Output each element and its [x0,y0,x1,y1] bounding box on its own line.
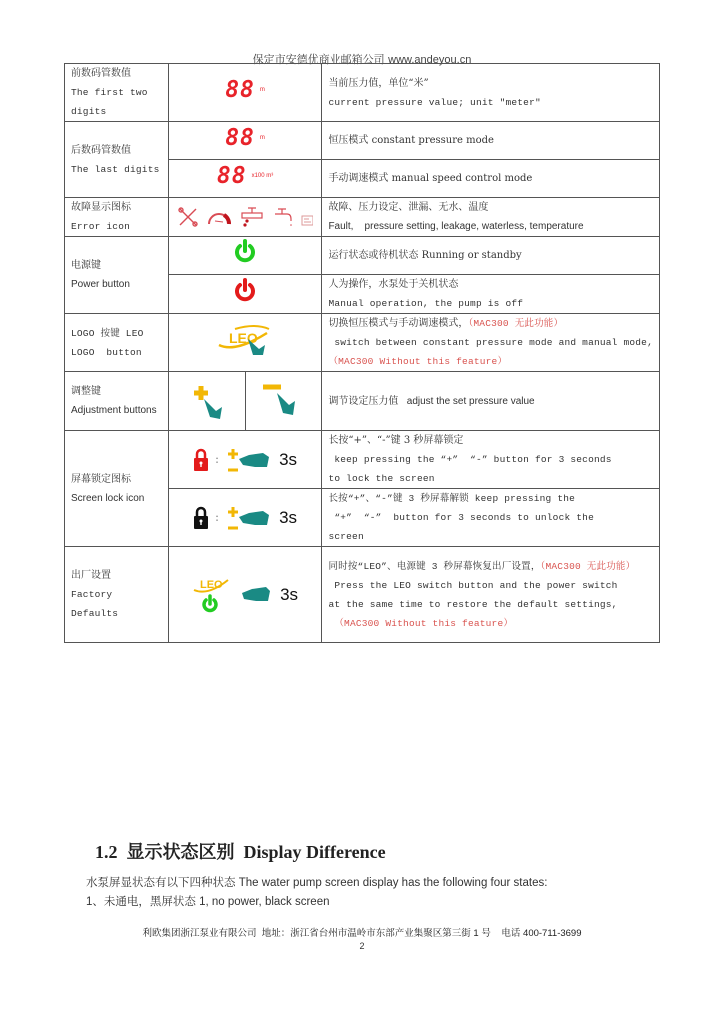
table-row [65,122,660,160]
section-intro: 水泵屏显状态有以下四种状态 The water pump screen display has the following four states: [86,877,548,889]
label-cn: 调整键 [71,386,101,397]
label-cn: LOGO 按键 LEO [71,327,144,339]
seven-segment-display: 88 [216,163,247,189]
header-company: 保定市安德优商业邮箱公司 [252,53,385,66]
colon-separator: : [215,452,220,466]
label-en: Screen lock icon [71,492,145,504]
table-row [65,547,660,643]
desc: 恒压模式 constant pressure mode [328,135,494,146]
table-row [65,198,660,237]
plus-press-icon [190,381,230,421]
desc-note: （MAC300 无此功能） [540,560,636,572]
table-row [65,431,660,489]
desc-en: switch between constant pressure mode and manual mode, [328,337,653,348]
unit-label: m [259,135,265,141]
desc-note: （MAC300 Without this feature） [328,617,514,629]
page-number: 2 [359,941,365,951]
desc-en: at the same time to restore the default settings, [328,598,618,610]
table-row [65,314,660,372]
plus-minus-press-icon [225,503,273,533]
section-title: 1.2 显示状态区别 Display Difference [95,842,386,862]
hold-duration: 3s [279,508,298,527]
spec-table [64,63,660,643]
leakage-icon [239,205,265,229]
page-footer: 利欧集团浙江泵业有限公司 地址：浙江省台州市温岭市东部产业集聚区第三街 1 号 电话 400-711-3699 [142,928,582,939]
svg-text:LEO: LEO [229,330,258,346]
desc-en: Fault, pressure setting, leakage, waterless, temperature [328,221,584,232]
label-en: Error icon [71,221,131,232]
desc-cn: 故障、压力设定、泄漏、无水、温度 [328,202,489,213]
minus-button-cell [246,372,316,430]
waterless-icon [272,205,294,229]
desc-en: Manual operation, the pump is off [328,298,524,309]
label-cn: 出厂设置 [71,570,111,581]
plus-minus-press-icon [225,445,273,475]
desc: 手动调速模式 manual speed control mode [328,173,533,184]
label-en: LOGO button [71,346,142,358]
fault-icon [177,206,199,228]
desc-line: to lock the screen [328,473,435,484]
leo-logo-button-icon [215,321,275,357]
pressure-setting-icon [206,206,232,228]
unit-label: x100 m³ [251,173,274,179]
lock-black-icon [193,506,209,530]
power-red-icon [233,278,257,304]
desc-cn: 人为操作，水泵处于关机状态 [328,279,459,290]
hold-duration: 3s [279,450,298,469]
table-row [65,372,660,431]
label-cn: 电源键 [71,260,101,271]
label-en: The last digits [71,163,160,175]
desc-line: 长按“+”、“-”键 3 秒屏幕解锁 keep pressing the [328,493,576,504]
label-cn: 故障显示图标 [71,202,131,213]
desc-en: current pressure value; unit "meter" [328,96,541,108]
seven-segment-display: 88 [225,77,255,103]
plus-button-cell [175,372,246,430]
label-cn: 屏幕锁定图标 [71,473,131,485]
label-en: Power button [71,279,130,290]
desc: 调节设定压力值 adjust the set pressure value [328,395,535,407]
desc-en: Press the LEO switch button and the power switch [328,579,618,591]
desc-cn: 同时按“LEO”、电源键 3 秒屏幕恢复出厂设置， [328,560,541,572]
desc-note: （MAC300 无此功能） [468,318,564,329]
table-row [65,64,660,122]
desc-line: 长按“+”、“-”键 3 秒屏幕锁定 [328,435,464,446]
hold-duration: 3s [280,585,299,604]
leo-power-combo-icon [192,572,232,618]
desc-note: （MAC300 Without this feature） [328,356,508,367]
desc: 运行状态或待机状态 Running or standby [328,250,522,261]
table-row [65,237,660,275]
lock-red-icon [193,448,209,472]
label-en: The first two digits [71,87,148,117]
colon-separator: : [215,510,220,524]
svg-text:LEO: LEO [200,578,223,591]
label-cn: 后数码管数值 [71,144,131,156]
power-green-icon [233,239,257,265]
desc-cn: 切换恒压模式与手动调速模式， [328,318,469,329]
seven-segment-display: 88 [225,125,255,151]
unit-label: m [259,87,265,93]
label-en: Factory Defaults [71,589,119,619]
desc-line: “+” “-” button for 3 seconds to unlock the [328,512,594,523]
section-item-1: 1、未通电，黑屏状态 1, no power, black screen [86,896,330,908]
label-en: Adjustment buttons [71,405,157,416]
label-cn: 前数码管数值 [71,68,131,79]
header-url: www.andeyou.cn [388,54,472,66]
desc-line: screen [328,531,364,542]
minus-press-icon [259,381,303,421]
desc-line: keep pressing the “+” “-” button for 3 seconds [328,454,612,465]
hand-press-icon [240,585,272,605]
desc-cn: 当前压力值，单位“米” [328,77,429,89]
temperature-icon [301,206,313,228]
